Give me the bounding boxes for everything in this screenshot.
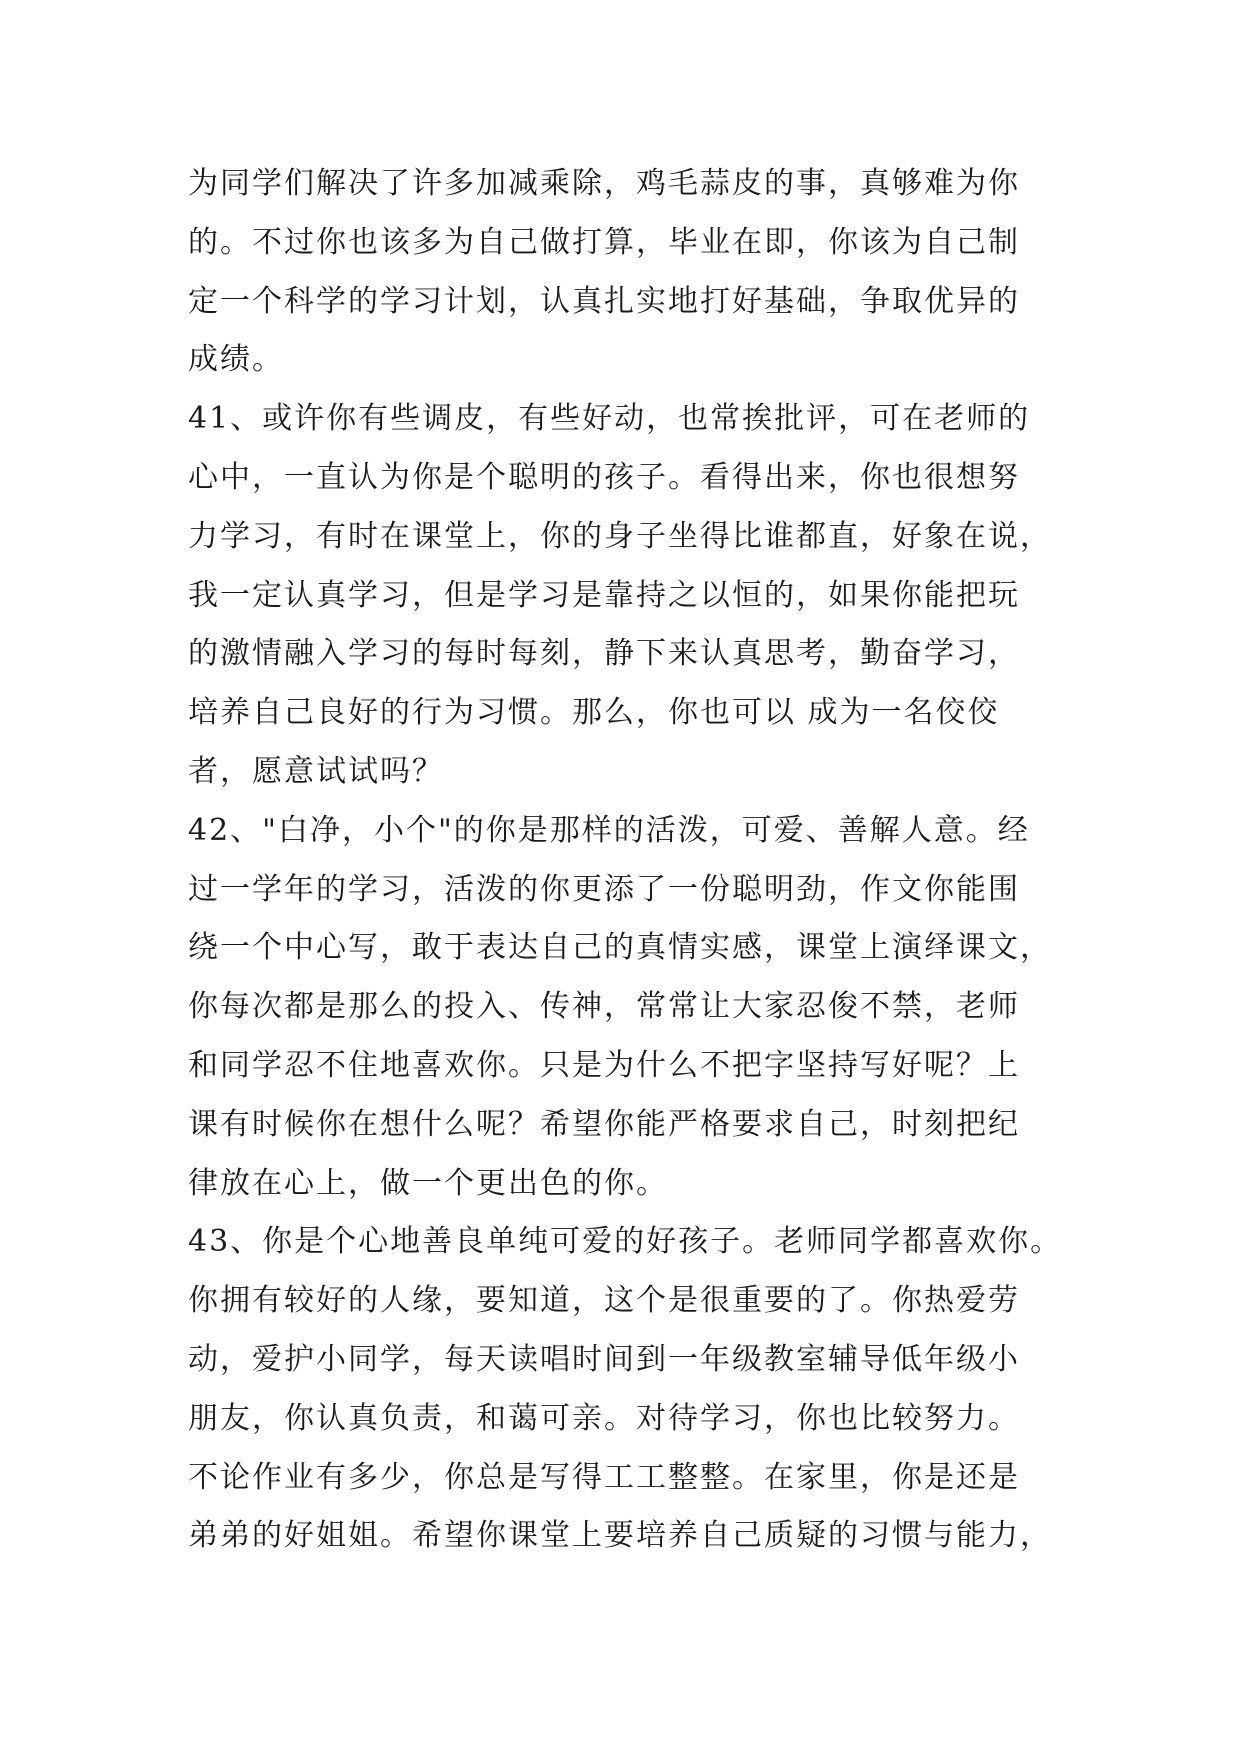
text-line: 者，愿意试试吗？ — [188, 753, 444, 789]
text-line: 42、"白净，小个"的你是那样的活泼，可爱、善解人意。经 — [188, 812, 1030, 848]
text-line: 力学习，有时在课堂上，你的身子坐得比谁都直，好象在说， — [188, 518, 1052, 554]
text-line: 的激情融入学习的每时每刻，静下来认真思考，勤奋学习， — [188, 636, 1020, 672]
text-line: 弟弟的好姐姐。希望你课堂上要培养自己质疑的习惯与能力， — [188, 1518, 1052, 1554]
text-line: 过一学年的学习，活泼的你更添了一份聪明劲，作文你能围 — [188, 871, 1020, 907]
text-line: 不论作业有多少，你总是写得工工整整。在家里，你是还是 — [188, 1459, 1020, 1495]
text-line: 你拥有较好的人缘，要知道，这个是很重要的了。你热爱劳 — [188, 1283, 1020, 1319]
text-line: 绕一个中心写，敢于表达自己的真情实感，课堂上演绎课文， — [188, 930, 1052, 966]
text-line: 41、或许你有些调皮，有些好动，也常挨批评，可在老师的 — [188, 401, 1031, 437]
text-line: 动，爱护小同学，每天读唱时间到一年级教室辅导低年级小 — [188, 1341, 1020, 1377]
text-line: 成绩。 — [188, 342, 284, 378]
text-line: 律放在心上，做一个更出色的你。 — [188, 1165, 668, 1201]
text-line: 课有时候你在想什么呢？希望你能严格要求自己，时刻把纪 — [188, 1106, 1020, 1142]
text-line: 培养自己良好的行为习惯。那么，你也可以 成为一名佼佼 — [188, 695, 1000, 731]
text-line: 我一定认真学习，但是学习是靠持之以恒的，如果你能把玩 — [188, 577, 1020, 613]
text-line: 朋友，你认真负责，和蔼可亲。对待学习，你也比较努力。 — [188, 1400, 1020, 1436]
text-line: 43、你是个心地善良单纯可爱的好孩子。老师同学都喜欢你。 — [188, 1224, 1063, 1260]
text-line: 和同学忍不住地喜欢你。只是为什么不把字坚持写好呢？上 — [188, 1047, 1020, 1083]
text-line: 的。不过你也该多为自己做打算，毕业在即，你该为自己制 — [188, 224, 1020, 260]
text-line: 你每次都是那么的投入、传神，常常让大家忍俊不禁，老师 — [188, 989, 1020, 1025]
body-text — [188, 155, 1068, 1566]
text-line: 心中，一直认为你是个聪明的孩子。看得出来，你也很想努 — [188, 459, 1020, 495]
text-line: 为同学们解决了许多加减乘除，鸡毛蒜皮的事，真够难为你 — [188, 166, 1020, 201]
text-line: 定一个科学的学习计划，认真扎实地打好基础，争取优异的 — [188, 283, 1020, 319]
